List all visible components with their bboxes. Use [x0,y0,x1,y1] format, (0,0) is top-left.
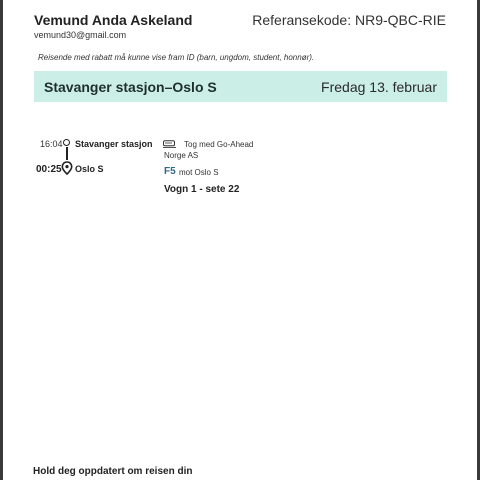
departure-circle-icon [63,139,70,146]
line-code: F5 [164,166,176,177]
discount-notice: Reisende med rabatt må kunne vise fram ID (barn, ungdom, student, honnør). [38,53,315,62]
departure-stop: Stavanger stasjon [75,139,153,149]
arrival-time: 00:25 [36,164,62,175]
journey-date: Fredag 13. februar [321,78,437,95]
train-direction: mot Oslo S [179,168,219,177]
updates-heading: Hold deg oppdatert om reisen din [33,466,193,477]
passenger-email: vemund30@gmail.com [34,30,127,40]
passenger-name: Vemund Anda Askeland [34,12,193,28]
departure-time: 16:04 [40,139,63,149]
arrival-stop: Oslo S [75,164,104,174]
left-edge-border [0,0,3,480]
location-pin-icon [61,161,73,175]
reference-code: Referansekode: NR9-QBC-RIE [252,12,446,28]
seat-info: Vogn 1 - sete 22 [164,184,240,195]
journey-banner [34,71,447,102]
route-connector-line [66,147,68,160]
train-operator: Tog med Go-Ahead Norge AS [164,140,254,160]
journey-route: Stavanger stasjon–Oslo S [44,78,217,95]
